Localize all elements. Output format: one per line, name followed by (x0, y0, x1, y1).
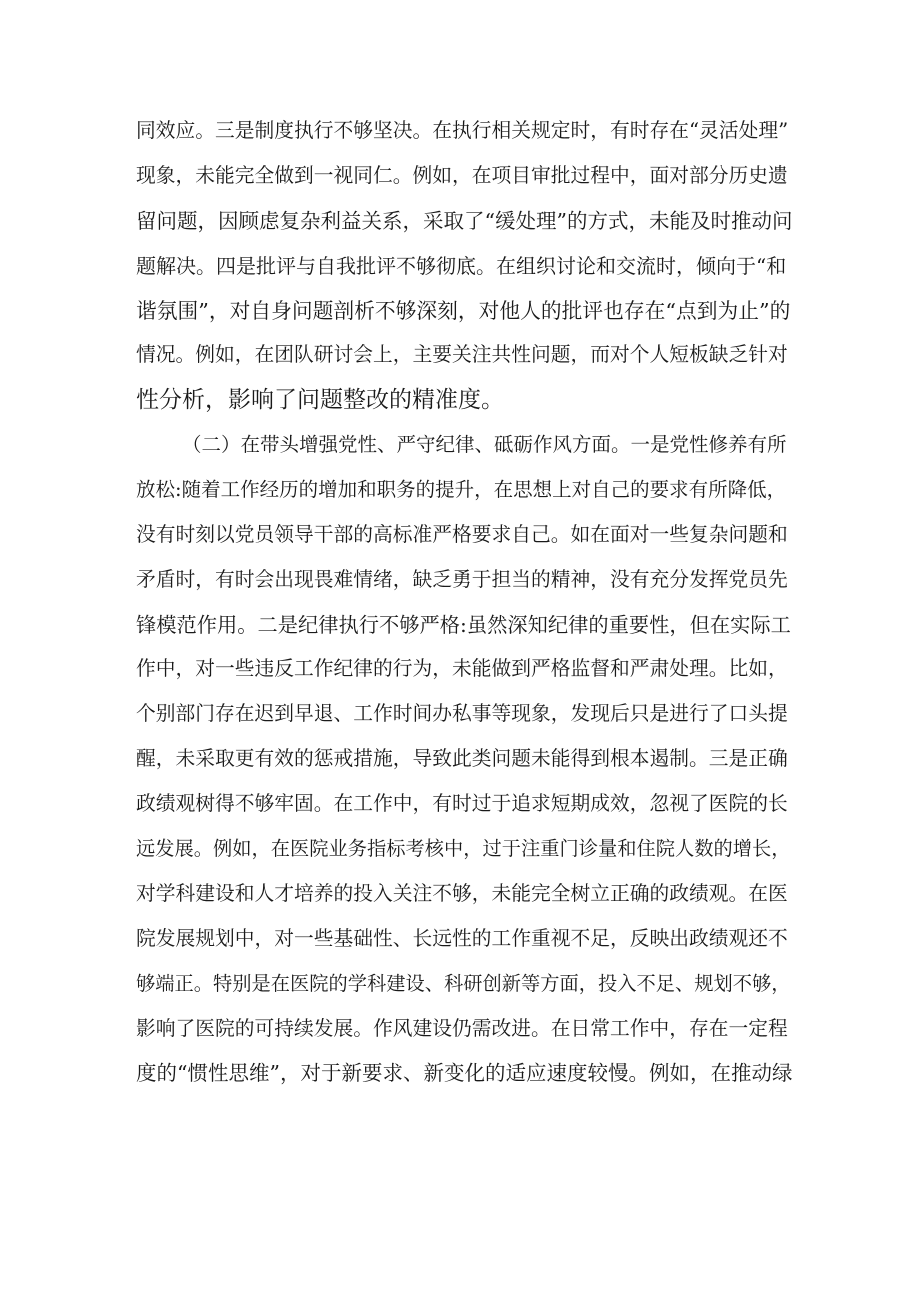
text-line-first: （二）在带头增强党性、严守纪律、砥砺作风方面。一是党性修养有所 (182, 433, 787, 456)
text-line: 锋模范作用。二是纪律执行不够严格:虽然深知纪律的重要性，但在实际工 (136, 612, 791, 637)
text-line: 没有时刻以党员领导干部的高标准严格要求自己。如在面对一些复杂问题和 (136, 522, 788, 546)
text-line: 对学科建设和人才培养的投入关注不够，未能完全树立正确的政绩观。在医 (136, 881, 788, 905)
text-line: 留问题，因顾虑复杂利益关系，采取了“缓处理”的方式，未能及时推动问 (136, 208, 793, 233)
text-line: 同效应。三是制度执行不够坚决。在执行相关规定时，有时存在“灵活处理” (136, 119, 789, 142)
text-line: 情况。例如，在团队研讨会上，主要关注共性问题，而对个人短板缺乏针对 (136, 343, 788, 367)
text-line: 影响了医院的可持续发展。作风建设仍需改进。在日常工作中，存在一定程 (136, 1016, 788, 1040)
text-line: 题解决。四是批评与自我批评不够彻底。在组织讨论和交流时，倾向于“和 (136, 253, 787, 278)
text-line: 谐氛围”，对自身问题剖析不够深刻，对他人的批评也存在“点到为止”的 (136, 298, 791, 323)
text-line: 政绩观树得不够牢固。在工作中，有时过于追求短期成效，忽视了医院的长 (136, 792, 788, 816)
text-line: 性分析，影响了问题整改的精准度。 (136, 387, 504, 414)
text-line: 度的“惯性思维”，对于新要求、新变化的适应速度较慢。例如，在推动绿 (136, 1061, 793, 1086)
text-line: 够端正。特别是在医院的学科建设、科研创新等方面，投入不足、规划不够， (136, 971, 791, 995)
text-line: 远发展。例如，在医院业务指标考核中，过于注重门诊量和住院人数的增长， (136, 837, 791, 861)
text-line: 现象，未能完全做到一视同仁。例如，在项目审批过程中，面对部分历史遗 (136, 163, 788, 187)
text-line: 放松:随着工作经历的增加和职务的提升，在思想上对自己的要求有所降低， (136, 477, 787, 501)
paragraph-section-two (136, 423, 793, 1096)
text-line: 院发展规划中，对一些基础性、长远性的工作重视不足，反映出政绩观还不 (136, 926, 788, 950)
text-line: 矛盾时，有时会出现畏难情绪，缺乏勇于担当的精神，没有充分发挥党员先 (136, 567, 788, 591)
text-line: 醒，未采取更有效的惩戒措施，导致此类问题未能得到根本遏制。三是正确 (136, 747, 788, 771)
text-line: 作中，对一些违反工作纪律的行为，未能做到严格监督和严肃处理。比如， (136, 657, 788, 681)
paragraph-continued (136, 109, 793, 423)
text-line: 个别部门存在迟到早退、工作时间办私事等现象，发现后只是进行了口头提 (136, 702, 788, 726)
